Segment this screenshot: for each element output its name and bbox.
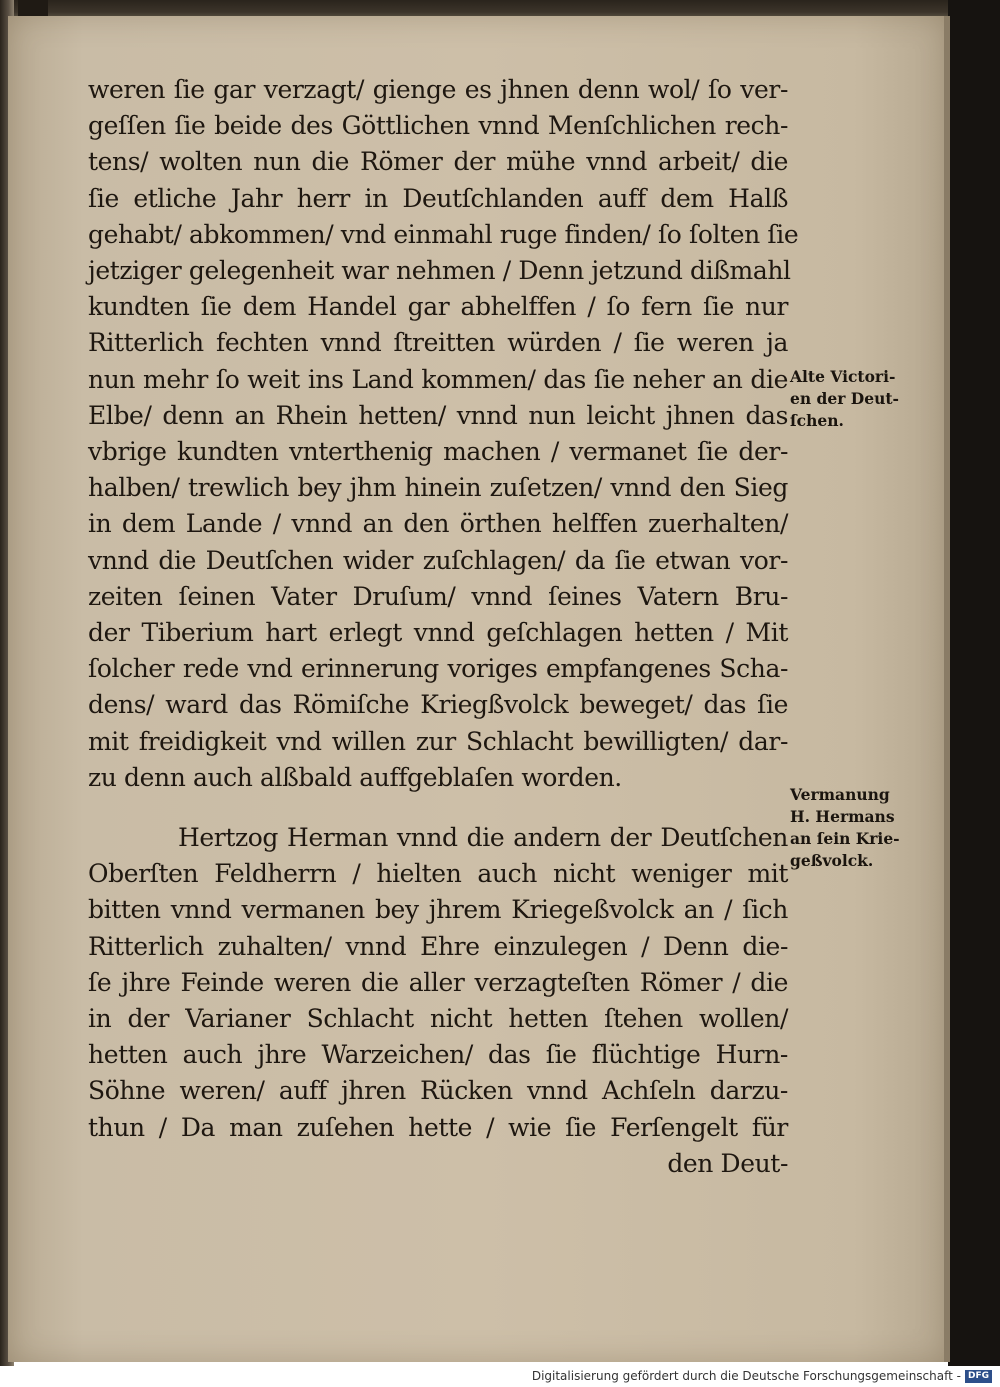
text-line: gehabt/ abkommen/ vnd einmahl ruge finden/ ſo ſolten ſie [88,219,799,249]
text-line: ſolcher rede vnd erinnerung voriges empfangenes Scha- [88,654,788,684]
scan-corner-mark [18,0,48,16]
funding-notice: Digitalisierung gefördert durch die Deutsche Forschungsgemeinschaft - [531,1369,961,1383]
catchword: den Deut- [667,1148,788,1178]
text-line: Ritterlich fechten vnnd ſtreitten würden / ſie weren ja [88,328,788,358]
marginal-note-line: en der Deut- [790,389,899,408]
marginal-note-line: geßvolck. [790,851,874,870]
text-line: thun / Da man zuſehen hette / wie ſie Ferſengelt für [88,1112,788,1142]
digitization-footer [0,1366,1000,1387]
text-line: nun mehr ſo weit ins Land kommen/ das ſie neher an die [88,364,788,394]
marginal-note-line: Alte Victori- [790,367,896,386]
paper-page-edge [944,16,950,1362]
text-line: in der Varianer Schlacht nicht hetten ſtehen wollen/ [88,1004,788,1034]
text-line: kundten ſie dem Handel gar abhelffen / ſo fern ſie nur [88,292,788,322]
text-line: dens/ ward das Römiſche Kriegßvolck beweget/ das ſie [88,690,788,720]
marginal-note-line: ſchen. [790,411,844,430]
marginal-note-line: an ſein Krie- [790,829,900,848]
paragraph-gap [88,796,788,820]
text-line: der Tiberium hart erlegt vnnd geſchlagen hetten / Mit [88,618,788,648]
dfg-logo-icon: DFG [965,1370,992,1383]
text-line: Hertzog Herman vnnd die andern der Deutſchen [178,823,788,853]
marginal-note-exhortation [790,784,900,872]
text-line: in dem Lande / vnnd an den örthen helffen zuerhalten/ [88,509,788,539]
text-line: hetten auch jhre Warzeichen/ das ſie flüchtige Hurn- [88,1040,788,1070]
text-line: vbrige kundten vnterthenig machen / vermanet ſie der- [88,437,788,467]
text-line: ſie etliche Jahr herr in Deutſchlanden auff dem Halß [88,183,788,213]
marginal-note-victories [790,366,899,432]
marginal-note-line: Vermanung [790,785,890,804]
text-line: zeiten ſeinen Vater Druſum/ vnnd ſeines Vatern Bru- [88,581,788,611]
text-line: mit freidigkeit vnd willen zur Schlacht bewilligten/ dar- [88,726,788,756]
main-text-block [88,72,799,1182]
text-line: Oberſten Feldherrn / hielten auch nicht weniger mit [88,859,788,889]
marginal-note-line: H. Hermans [790,807,895,826]
text-line: vnnd die Deutſchen wider zuſchlagen/ da ſie etwan vor- [88,545,788,575]
text-line: ſe jhre Feinde weren die aller verzagteſten Römer / die [88,967,788,997]
text-line: weren ſie gar verzagt/ gienge es jhnen denn wol/ ſo ver- [88,75,788,104]
scan-right-background [948,0,1000,1366]
text-line: geſſen ſie beide des Göttlichen vnnd Menſchlichen rech- [88,111,788,141]
text-line: bitten vnnd vermanen bey jhrem Kriegeßvolck an / ſich [88,895,788,925]
text-line: Ritterlich zuhalten/ vnnd Ehre einzulegen / Denn die- [88,931,788,961]
text-line: halben/ trewlich bey jhm hinein zuſetzen/ vnnd den Sieg [88,473,788,503]
text-line: tens/ wolten nun die Römer der mühe vnnd arbeit/ die [88,147,788,177]
text-line: Elbe/ denn an Rhein hetten/ vnnd nun leicht jhnen das [88,400,788,430]
text-line: jetziger gelegenheit war nehmen / Denn jetzund dißmahl [88,256,791,286]
text-line: Söhne weren/ auff jhren Rücken vnnd Achſeln darzu- [88,1076,788,1106]
text-line: zu denn auch alßbald auffgeblaſen worden. [88,762,622,792]
